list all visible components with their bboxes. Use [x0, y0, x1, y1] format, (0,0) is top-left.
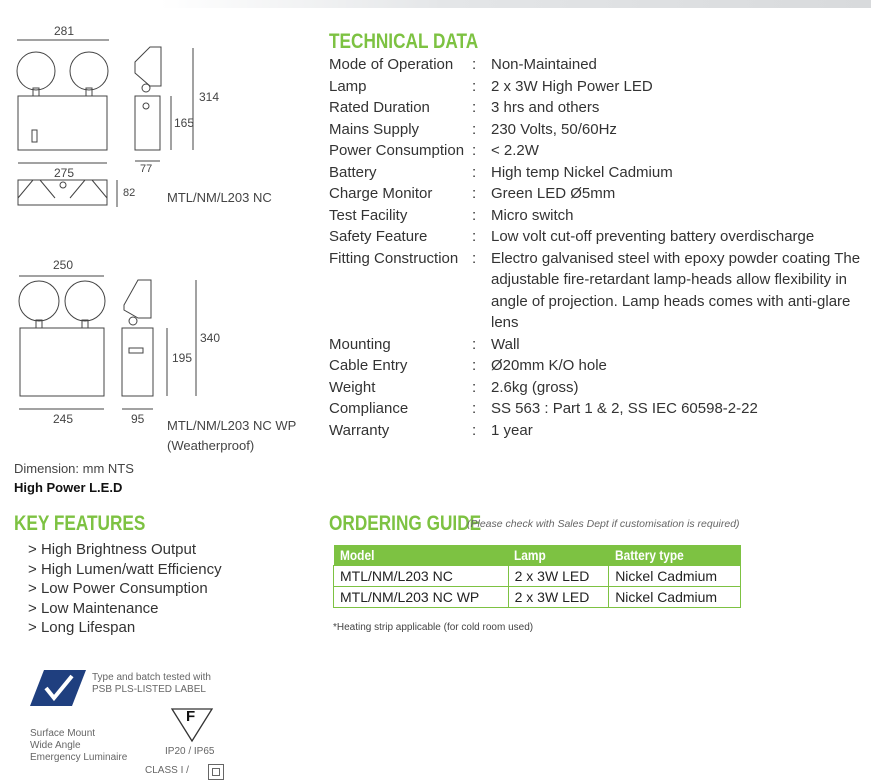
spec-row: [329, 97, 871, 119]
spec-value: Micro switch: [491, 206, 574, 224]
spec-value: 2 x 3W High Power LED: [491, 77, 653, 95]
spec-value: 2.6kg (gross): [491, 378, 579, 396]
spec-colon: :: [472, 400, 477, 417]
f-mark-letter: F: [186, 708, 196, 725]
spec-value: Wall: [491, 335, 520, 353]
spec-label: Power Consumption: [329, 142, 465, 159]
spec-label: Rated Duration: [329, 99, 430, 116]
spec-label: Mode of Operation: [329, 56, 454, 73]
ordering-guide-title: ORDERING GUIDE: [329, 512, 482, 535]
spec-colon: :: [472, 357, 477, 374]
ip-rating: IP20 / IP65: [165, 746, 215, 757]
psb-check-logo: [30, 670, 86, 706]
dim-depth: 77: [140, 163, 153, 175]
dim-width-top: 281: [54, 24, 75, 38]
spec-colon: :: [472, 163, 477, 181]
spec-colon: :: [472, 378, 477, 396]
cell-battery: Nickel Cadmium: [609, 566, 741, 587]
spec-value: < 2.2W: [491, 142, 539, 159]
spec-value: SS 563 : Part 1 & 2, SS IEC 60598-2-22: [491, 400, 758, 417]
spec-row: [329, 355, 871, 377]
led-note: High Power L.E.D: [14, 480, 123, 495]
spec-label: Mains Supply: [329, 120, 420, 138]
spec-label: Lamp: [329, 77, 367, 95]
spec-colon: :: [472, 228, 477, 245]
header-model: Model: [339, 547, 374, 563]
spec-value: High temp Nickel Cadmium: [491, 163, 673, 181]
dimension-note: Dimension: mm NTS: [14, 461, 134, 476]
dim-height-total-wp: 340: [200, 331, 221, 345]
dim-height-body: 165: [174, 116, 195, 130]
spec-row: [329, 248, 871, 334]
spec-value: Green LED Ø5mm: [491, 185, 616, 202]
spec-label: Battery: [329, 163, 377, 181]
class-ii-double-square-icon: [208, 764, 224, 780]
spec-value: 3 hrs and others: [491, 99, 600, 116]
technical-data-title: TECHNICAL DATA: [329, 30, 479, 53]
spec-row: [329, 76, 871, 98]
cell-lamp: 2 x 3W LED: [508, 587, 609, 608]
spec-colon: :: [472, 249, 477, 267]
dim-height-body-wp: 195: [172, 351, 193, 365]
spec-colon: :: [472, 421, 477, 439]
spec-row: [329, 162, 871, 184]
product-drawings: [0, 0, 300, 460]
feature-item: > Long Lifespan: [28, 619, 136, 637]
weatherproof-note: (Weatherproof): [167, 438, 255, 453]
spec-label: Test Facility: [329, 206, 408, 224]
spec-colon: :: [472, 185, 477, 202]
spec-label: Compliance: [329, 400, 409, 417]
dim-height-total: 314: [199, 90, 220, 104]
spec-colon: :: [472, 77, 477, 95]
ordering-table: [333, 545, 741, 608]
dim-depth-wp: 95: [131, 412, 145, 426]
ordering-footnote: *Heating strip applicable (for cold room used): [333, 622, 534, 633]
spec-label: Warranty: [329, 421, 390, 439]
cell-model: MTL/NM/L203 NC WP: [334, 587, 509, 608]
table-row: [334, 587, 741, 608]
psb-label-text: Type and batch tested with PSB PLS-LISTED LABEL: [92, 672, 211, 695]
spec-value: 1 year: [491, 421, 533, 439]
spec-row: [329, 398, 871, 420]
spec-colon: :: [472, 142, 477, 159]
key-features-title: KEY FEATURES: [14, 512, 146, 535]
header-lamp: Lamp: [514, 547, 546, 563]
table-row: [334, 566, 741, 587]
spec-row: [329, 226, 871, 248]
feature-item: > Low Power Consumption: [28, 580, 208, 598]
spec-row: [329, 183, 871, 205]
spec-row: [329, 334, 871, 356]
spec-value: Electro galvanised steel with epoxy powder coating The adjustable fire-retardant lamp-heads allow flexibility in angle of projection. Lamp heads comes with anti-glare lens: [491, 249, 861, 331]
cell-model: MTL/NM/L203 NC: [334, 566, 509, 587]
key-features-list: [28, 540, 222, 638]
table-header: [334, 545, 741, 566]
spec-row: [329, 377, 871, 399]
dim-base-height: 82: [123, 187, 136, 199]
header-battery: Battery type: [614, 547, 684, 563]
spec-colon: :: [472, 120, 477, 138]
spec-label: Mounting: [329, 335, 391, 353]
spec-value: 230 Volts, 50/60Hz: [491, 120, 617, 138]
spec-row: [329, 420, 871, 442]
spec-row: [329, 205, 871, 227]
spec-colon: :: [472, 99, 477, 116]
feature-item: > Low Maintenance: [28, 599, 159, 617]
spec-row: [329, 54, 871, 76]
mount-description: Surface Mount Wide Angle Emergency Luminaire: [30, 728, 128, 763]
model-label-wp: MTL/NM/L203 NC WP: [167, 418, 297, 433]
spec-value: Ø20mm K/O hole: [491, 357, 607, 374]
cell-battery: Nickel Cadmium: [609, 587, 741, 608]
ordering-note: (Please check with Sales Dept if customisation is required): [467, 518, 740, 530]
spec-value: Low volt cut-off preventing battery overdischarge: [491, 228, 815, 245]
feature-item: > High Lumen/watt Efficiency: [28, 560, 222, 578]
spec-colon: :: [472, 56, 477, 73]
technical-data-table: [329, 54, 871, 441]
dim-width-top-wp: 250: [53, 258, 74, 272]
spec-label: Charge Monitor: [329, 185, 433, 202]
class-rating: CLASS I /: [145, 765, 189, 776]
spec-row: [329, 119, 871, 141]
spec-label: Fitting Construction: [329, 249, 459, 267]
drawing-nc-wp: [19, 276, 196, 409]
spec-label: Weight: [329, 378, 376, 396]
dim-width-bottom-wp: 245: [53, 412, 74, 426]
spec-value: Non-Maintained: [491, 56, 597, 73]
spec-label: Safety Feature: [329, 228, 428, 245]
spec-colon: :: [472, 335, 477, 353]
feature-item: > High Brightness Output: [28, 541, 197, 558]
spec-row: [329, 140, 871, 162]
cell-lamp: 2 x 3W LED: [508, 566, 609, 587]
spec-colon: :: [472, 206, 477, 224]
dim-width-bottom: 275: [54, 166, 75, 180]
spec-label: Cable Entry: [329, 357, 408, 374]
model-label-nc: MTL/NM/L203 NC: [167, 190, 272, 205]
drawing-nc: [17, 40, 193, 207]
